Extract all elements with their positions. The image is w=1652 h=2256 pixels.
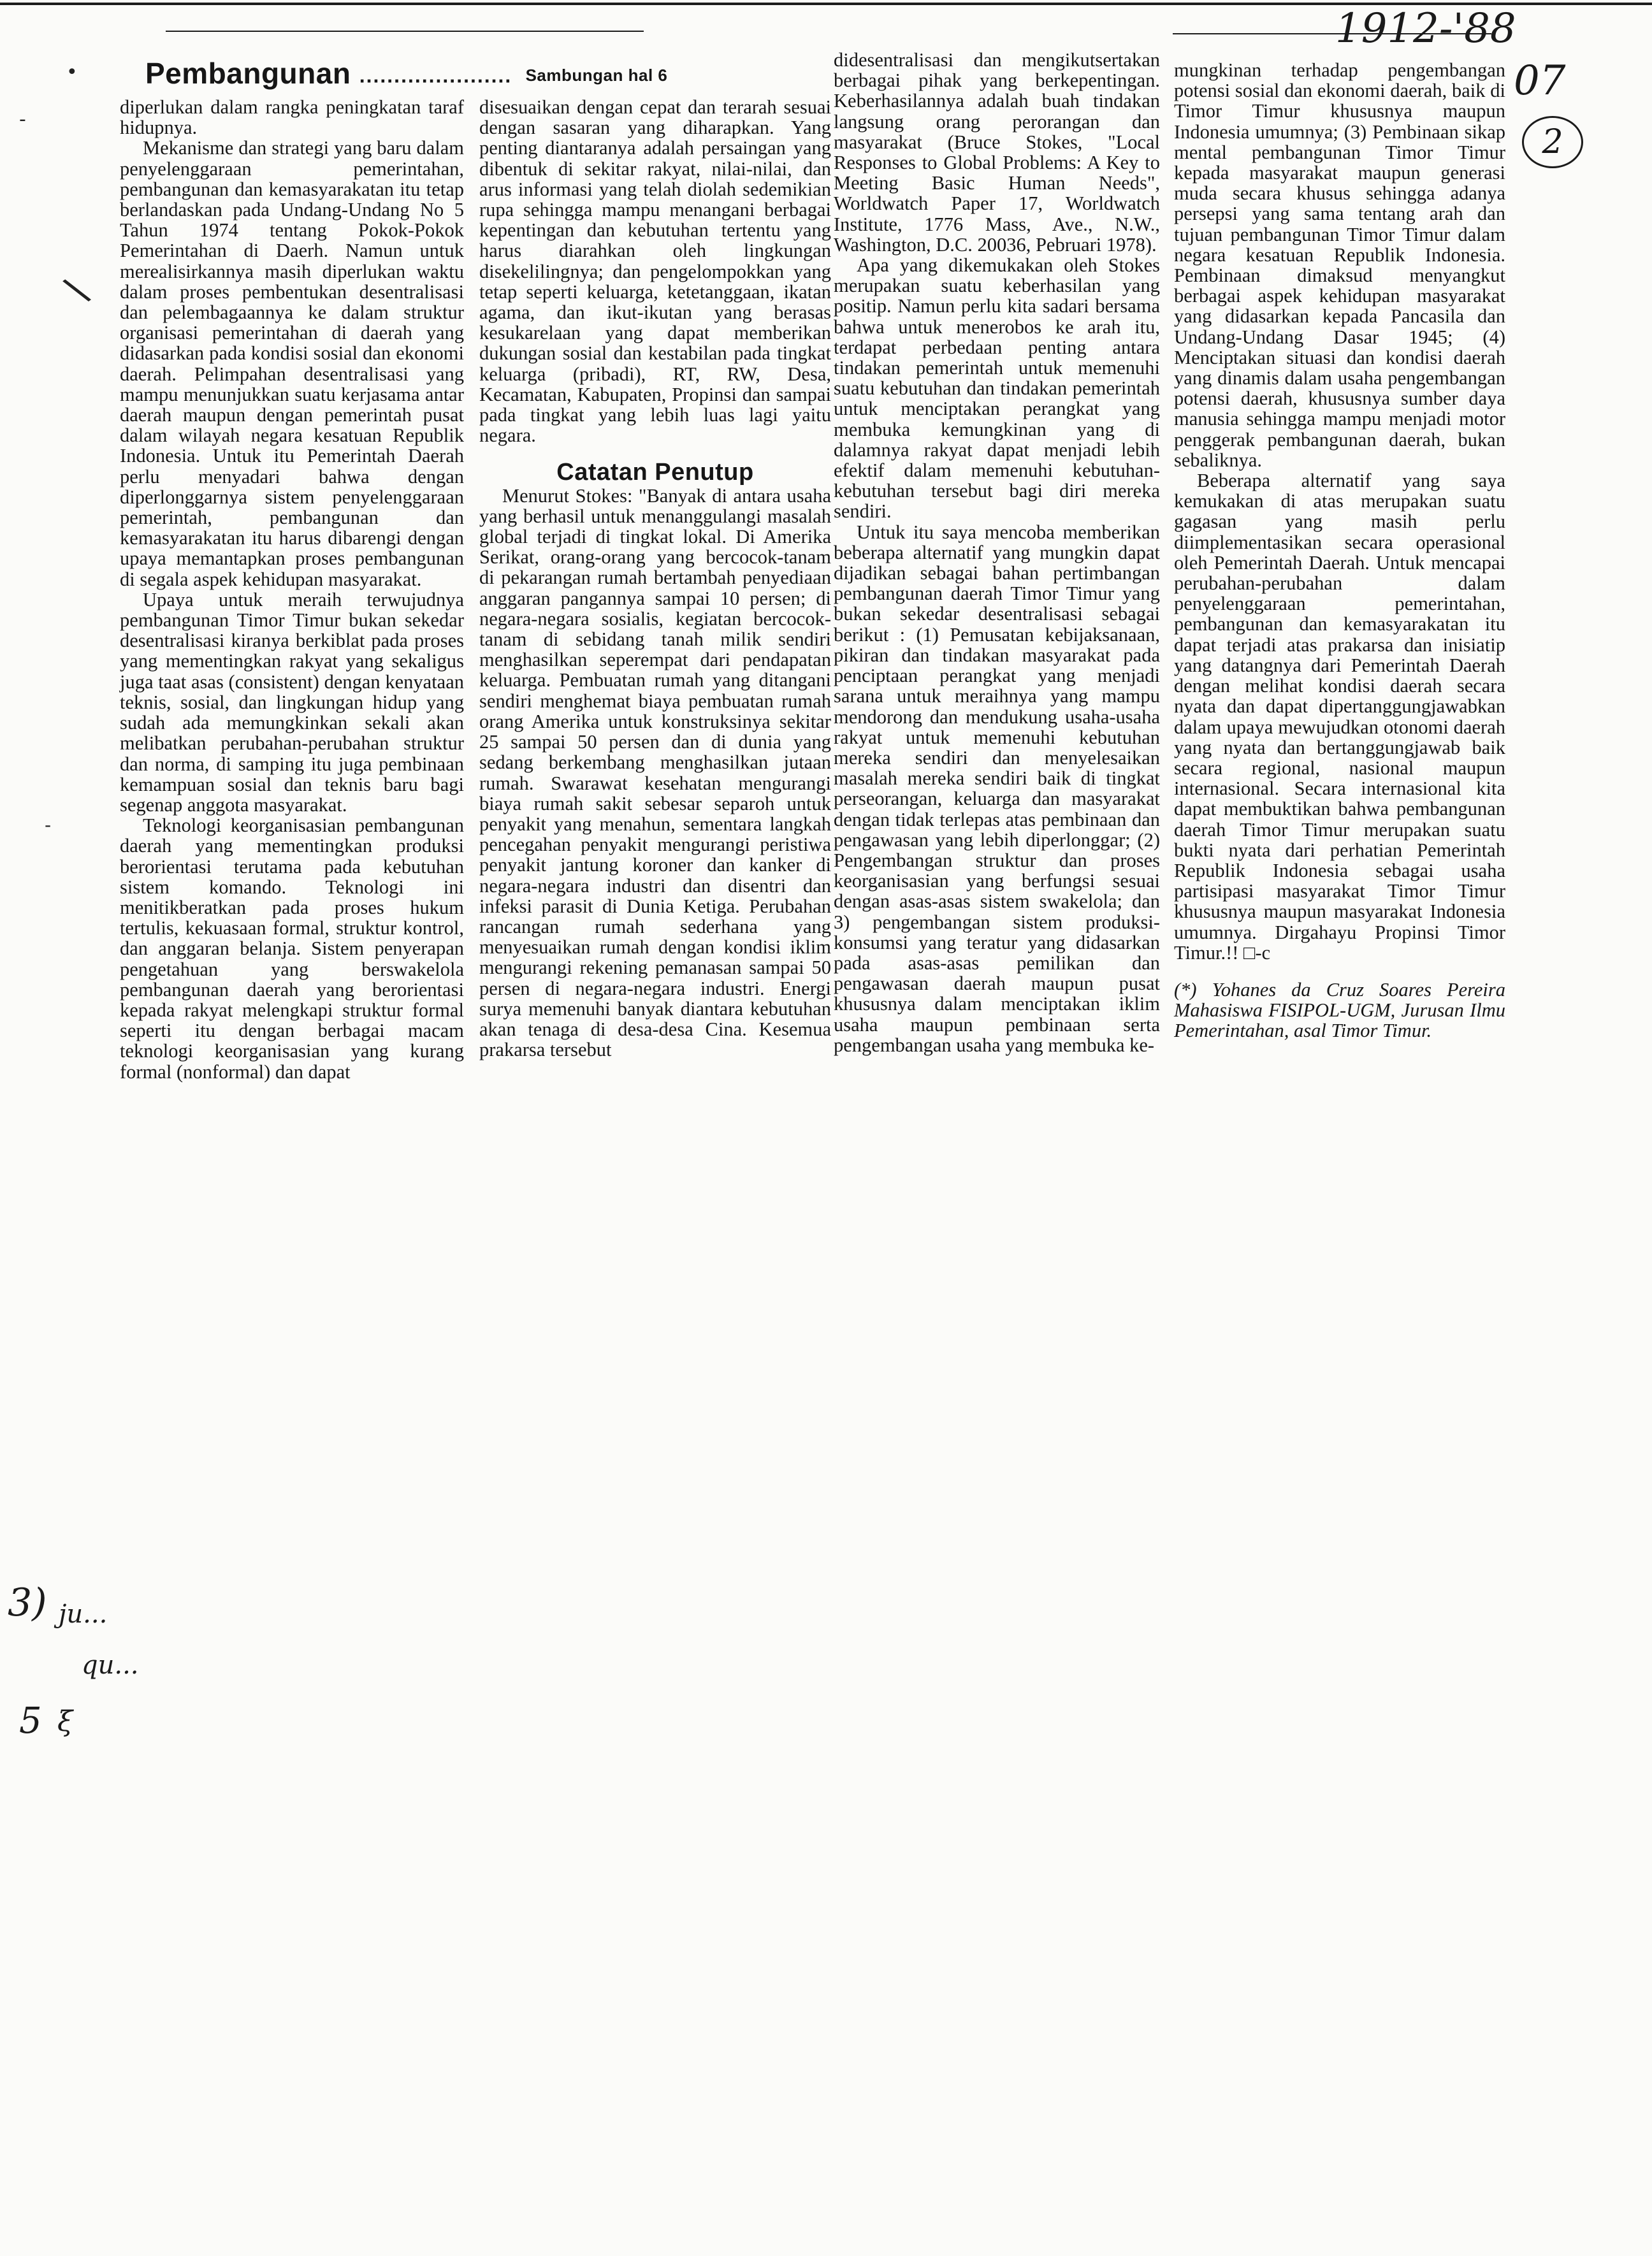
author-byline: (*) Yohanes da Cruz Soares Pereira Mahasiswa FISIPOL-UGM, Jurusan Ilmu Pemerintahan, asal Timor Timur. <box>1174 978 1505 1042</box>
margin-note: 3) <box>8 1580 47 1625</box>
masthead-rule <box>166 31 644 32</box>
margin-note: ju... <box>59 1600 108 1629</box>
handwritten-circle-label: 2 <box>1542 123 1563 161</box>
scan-mark: \ <box>58 268 95 312</box>
handwritten-date: 1912-'88 <box>1335 5 1516 52</box>
paragraph: Mekanisme dan strategi yang baru dalam penyelenggaraan pemerintahan, pembangunan dan kemasyarakatan itu tetap berlandaskan pada Undang-Undang No 5 Tahun 1974 tentang Pokok-Pokok Pemerintahan di Daerh. Namun untuk merealisirkannya masih diperlukan waktu dalam proses pembentukan desentralisasi dan pelembagaannya ke dalam struktur organisasi pemerintahan di daerah yang didasarkan pada kondisi sosial dan ekonomi daerah. Pelimpahan desentralisasi yang mampu menunjukkan suatu kerjasama antar daerah maupun dengan pemerintah pusat dalam wilayah negara kesatuan Republik Indonesia. Untuk itu Pemerintah Daerah perlu menyadari bahwa dengan diperlonggarnya sistem penyelenggaraan pemerintah, pembangunan dan kemasyarakatan itu harus dibarengi dengan upaya memantapkan proses pembangunan di segala aspek kehidupan masyarakat. <box>120 137 464 590</box>
margin-note: qu... <box>82 1651 139 1680</box>
paragraph: mungkinan terhadap pengembangan potensi sosial dan ekonomi daerah, baik di Timor Timur khususnya maupun Indonesia umumnya; (3) Pembinaan sikap mental pembangunan Timor Timur kepada masyarakat maupun generasi muda secara khusus sehingga adanya persepsi yang sama tentang arah dan tujuan pembangunan Timor Timur dalam negara kesatuan Republik Indonesia. Pembinaan dimaksud menyangkut berbagai aspek kehidupan masyarakat yang didasarkan kepada Pancasila dan Undang-Undang Dasar 1945; (4) Menciptakan situasi dan kondisi daerah yang dinamis dalam usaha pengembangan potensi daerah, khususnya sumber daya manusia sehingga mampu menjadi motor penggerak pembangunan daerah, bukan sebaliknya. <box>1174 59 1505 471</box>
article-column-3 <box>834 50 1160 1258</box>
article-column-2 <box>479 97 831 1359</box>
paragraph: Untuk itu saya mencoba memberikan beberapa alternatif yang mungkin dapat dijadikan sebagai bahan pertimbangan pembangunan daerah Timor Timur yang bukan sekedar desentralisasi sebagai berikut : (1) Pemusatan kebijaksanaan, pikiran dan tindakan masyarakat pada penciptaan perangkat yang menjadi sarana untuk meraihnya yang mampu mendorong dan mendukung usaha-usaha rakyat untuk memenuhi kebutuhan mereka sendiri dan menyelesaikan masalah mereka sendiri baik di tingkat perseorangan, keluarga dan masyarakat dengan tidak terlepas atas pembinaan dan pengawasan yang lebih diperlonggar; (2) Pengembangan struktur dan proses keorganisasian yang berfungsi sesuai dengan asas-asas sistem swakelola; dan 3) pengembangan sistem produksi-konsumsi yang teratur yang didasarkan pada asas-asas pemilikan dan pengawasan daerah maupun pusat khususnya dalam menciptakan iklim usaha maupun pembinaan serta pengembangan usaha yang membuka ke- <box>834 521 1160 1056</box>
paragraph: Upaya untuk meraih terwujudnya pembangunan Timor Timur bukan sekedar desentralisasi kiranya berkiblat pada proses yang mementingkan rakyat yang sekaligus juga taat asas (consistent) dengan kenyataan teknis, sosial, dan lingkungan hidup yang sudah ada memungkinkan sekali akan melibatkan perubahan-perubahan struktur dan norma, di samping itu juga pembinaan kemampuan sosial dan teknis baru bagi segenap anggota masyarakat. <box>120 588 464 816</box>
paragraph: Beberapa alternatif yang saya kemukakan di atas merupakan suatu gagasan yang masih perlu diimplementasikan secara operasional oleh Pemerintah Daerah. Untuk mencapai perubahan-perubahan dalam penyelenggaraan pemerintahan, pembangunan dan kemasyarakatan itu dapat terjadi atas prakarsa dan inisiatip yang datangnya dari Pemerintah Daerah dengan melihat kondisi daerah secara nyata dan dapat dipertanggungjawabkan dalam upaya mewujudkan otonomi daerah yang nyata dan bertanggungjawab baik secara regional, nasional maupun internasional. Secara internasional kita dapat membuktikan bahwa pembangunan daerah Timor Timur merupakan suatu bukti nyata dari perhatian Pemerintah Republik Indonesia sebagai usaha partisipasi masyarakat Timor Timur khususnya maupun masyarakat Indonesia umumnya. Dirgahayu Propinsi Timor Timur.!! □-c <box>1174 470 1505 964</box>
paragraph: diperlukan dalam rangka peningkatan taraf hidupnya. <box>120 96 464 139</box>
article-column-1 <box>120 97 464 1347</box>
handwritten-circle <box>1522 116 1583 168</box>
margin-note: ξ <box>57 1705 73 1738</box>
article-column-4 <box>1174 60 1505 1271</box>
bullet-mark: • <box>66 61 78 83</box>
article-headline <box>145 56 668 93</box>
headline-dots: ...................... <box>359 64 512 87</box>
scan-mark: - <box>45 814 52 835</box>
paragraph: disesuaikan dengan cepat dan terarah sesuai dengan sasaran yang diharapkan. Yang penting diantaranya adalah persaingan yang dibentuk di sekitar rakyat, nilai-nilai, dan arus informasi yang telah diolah sedemikian rupa sehingga mampu menangani berbagai kepentingan dan kebutuhan tertentu yang harus diarahkan oleh lingkungan disekelilingnya; dan pengelompokkan yang tetap seperti keluarga, ketetanggaan, ikatan agama, dan ikut-ikutan yang berasas kesukarelaan yang dapat memberikan dukungan sosial dan kestabilan pada tingkat keluarga (pribadi), RT, RW, Desa, Kecamatan, Kabupaten, Propinsi dan sampai pada tingkat yang lebih luas lagi yaitu negara. <box>479 96 831 447</box>
paragraph: Apa yang dikemukakan oleh Stokes merupakan suatu keberhasilan yang positip. Namun perlu kita sadari bersama bahwa untuk menerobos ke arah itu, terdapat perbedaan penting antara tindakan pemerintah untuk memenuhi suatu kebutuhan dan tindakan pemerintah untuk menciptakan perangkat yang membuka kemungkinan yang di dalamnya rakyat dapat menjadi lebih efektif dalam memenuhi kebutuhan-kebutuhan tersebut bagi diri mereka sendiri. <box>834 254 1160 523</box>
paragraph: didesentralisasi dan mengikutsertakan berbagai pihak yang berkepentingan. Keberhasilannya adalah buah tindakan langsung orang perorangan dan masyarakat (Bruce Stokes, "Local Responses to Global Problems: A Key to Meeting Basic Human Needs", Worldwatch Paper 17, Worldwatch Institute, 1776 Mass, Ave., N.W., Washington, D.C. 20036, Pebruari 1978). <box>834 49 1160 256</box>
headline-continuation: Sambungan hal 6 <box>525 66 668 85</box>
scan-mark: ‐ <box>19 108 26 131</box>
paragraph: Teknologi keorganisasian pembangunan daerah yang mementingkan produksi berorientasi terutama pada kebutuhan sistem komando. Teknologi ini menitikberatkan pada proses hukum tertulis, kekuasaan formal, struktur kontrol, dan anggaran belanja. Sistem penyerapan pengetahuan yang berswakelola pembangunan daerah yang berorientasi kepada rakyat melengkapi struktur formal seperti itu dengan berbagai macam teknologi keorganisasian yang kurang formal (nonformal) dan dapat <box>120 814 464 1083</box>
handwritten-code: 07 <box>1514 57 1566 105</box>
headline-title: Pembangunan <box>145 57 351 90</box>
paragraph: Menurut Stokes: "Banyak di antara usaha yang berhasil untuk menanggulangi masalah global terjadi di tingkat lokal. Di Amerika Serikat, orang-orang yang bercocok-tanam di pekarangan rumah bertambah penyediaan anggaran pangannya sampai 10 persen; di negara-negara sosialis, kegiatan bercocok-tanam di sebidang tanah milik sendiri menghasilkan seperempat dari pendapatan keluarga. Pembuatan rumah yang ditangani sendiri menghemat biaya pembuatan rumah orang Amerika untuk konstruksinya sekitar 25 sampai 50 persen dan di dunia yang sedang berkembang menghasilkan jutaan rumah. Swarawat kesehatan mengurangi biaya rumah sakit sebesar separoh untuk penyakit yang menahun, sementara langkah pencegahan penyakit mengurangi peristiwa penyakit jantung koroner dan kanker di negara-negara industri dan disentri dan infeksi parasit di Dunia Ketiga. Perubahan rancangan rumah sederhana yang menyesuaikan rumah dengan kondisi iklim mengurangi rekening pemanasan sampai 50 persen di negara-negara industri. Energi surya memenuhi banyak diantara kebutuhan akan tenaga di desa-desa Cina. Kesemua prakarsa tersebut <box>479 484 831 1061</box>
section-heading: Catatan Penutup <box>556 459 754 486</box>
margin-note: 5 <box>19 1700 42 1742</box>
